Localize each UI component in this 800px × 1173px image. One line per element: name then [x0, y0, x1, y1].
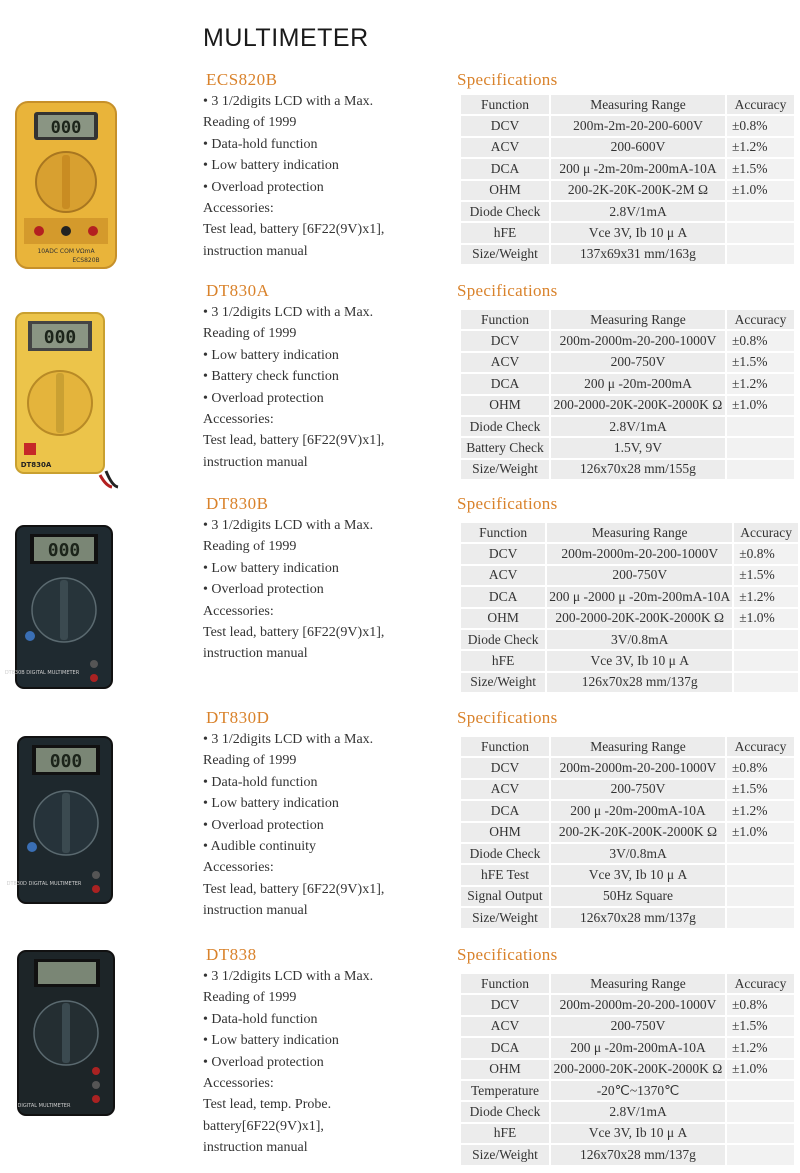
- spec-accuracy-cell: ±1.2%: [727, 138, 794, 159]
- spec-row: [461, 801, 794, 822]
- multimeter-photo: [14, 949, 118, 1117]
- feature-text: instruction manual: [203, 454, 308, 470]
- spec-range-cell: 200 μ -20m-200mA-10A: [551, 801, 725, 822]
- body-label: ECS820B: [72, 257, 100, 264]
- spec-row: [461, 865, 794, 886]
- spec-row: [461, 651, 798, 672]
- spec-range-cell: 2.8V/1mA: [551, 417, 725, 438]
- spec-function-cell: ACV: [461, 138, 549, 159]
- feature-bullet: • 3 1/2digits LCD with a Max.: [203, 515, 448, 536]
- spec-row: [461, 758, 794, 779]
- spec-range-cell: 3V/0.8mA: [551, 844, 725, 865]
- spec-accuracy-cell: ±1.2%: [734, 587, 798, 608]
- jack-labels: 10ADC COM VΩmA: [37, 248, 95, 255]
- spec-range-cell: 200m-2000m-20-200-1000V: [551, 331, 725, 352]
- feature-text: Reading of 1999: [203, 539, 297, 555]
- spec-range-cell: 200-750V: [551, 780, 725, 801]
- spec-accuracy-cell: ±0.8%: [727, 995, 794, 1016]
- spec-accuracy-cell: ±1.2%: [727, 1038, 794, 1059]
- spec-function-cell: Function: [461, 974, 549, 995]
- spec-accuracy-cell: ±1.2%: [727, 801, 794, 822]
- feature-bullet: • Battery check function: [203, 366, 448, 387]
- spec-header-row: [461, 523, 798, 544]
- spec-accuracy-cell: Accuracy: [727, 95, 794, 116]
- feature-bullet: • 3 1/2digits LCD with a Max.: [203, 302, 448, 323]
- spec-accuracy-cell: ±0.8%: [734, 544, 798, 565]
- spec-range-cell: 200-750V: [547, 566, 732, 587]
- spec-row: [461, 460, 794, 481]
- spec-range-cell: Measuring Range: [551, 974, 725, 995]
- spec-range-cell: 126x70x28 mm/155g: [551, 460, 725, 481]
- spec-range-cell: Vce 3V, Ib 10 μ A: [551, 1124, 725, 1145]
- spec-range-cell: Measuring Range: [551, 737, 725, 758]
- spec-row: [461, 844, 794, 865]
- spec-accuracy-cell: Accuracy: [727, 737, 794, 758]
- multimeter-photo: [14, 311, 118, 487]
- spec-range-cell: 200m-2m-20-200-600V: [551, 116, 725, 137]
- spec-row: [461, 116, 794, 137]
- spec-row: [461, 159, 794, 180]
- spec-range-cell: 200-2000-20K-200K-2000K Ω: [551, 396, 725, 417]
- spec-accuracy-cell: [727, 202, 794, 223]
- feature-bullet: • Low battery indication: [203, 155, 448, 176]
- spec-accuracy-cell: [734, 673, 798, 694]
- multimeter-photo: [14, 100, 118, 270]
- spec-row: [461, 566, 798, 587]
- page-title: MULTIMETER: [203, 24, 369, 52]
- spec-range-cell: 200-2000-20K-200K-2000K Ω: [551, 1060, 725, 1081]
- product-dt838: [0, 945, 800, 1170]
- spec-header-row: [461, 737, 794, 758]
- spec-row: [461, 1017, 794, 1038]
- feature-bullet: • Low battery indication: [203, 1030, 448, 1051]
- spec-function-cell: OHM: [461, 609, 545, 630]
- spec-function-cell: DCA: [461, 1038, 549, 1059]
- spec-accuracy-cell: ±1.2%: [727, 374, 794, 395]
- feature-list: [203, 515, 448, 665]
- feature-bullet: • Data-hold function: [203, 772, 448, 793]
- spec-function-cell: ACV: [461, 353, 549, 374]
- lcd-digits: 000: [43, 327, 77, 348]
- spec-range-cell: 2.8V/1mA: [551, 202, 725, 223]
- feature-text: instruction manual: [203, 243, 308, 259]
- feature-bullet: • Low battery indication: [203, 793, 448, 814]
- spec-range-cell: 126x70x28 mm/137g: [551, 1145, 725, 1166]
- spec-function-cell: DCV: [461, 758, 549, 779]
- feature-text: Reading of 1999: [203, 753, 297, 769]
- feature-text: Accessories:: [203, 1076, 274, 1092]
- feature-bullet: • 3 1/2digits LCD with a Max.: [203, 91, 448, 112]
- spec-accuracy-cell: [727, 223, 794, 244]
- spec-accuracy-cell: [734, 630, 798, 651]
- spec-row: [461, 331, 794, 352]
- feature-list: [203, 302, 448, 473]
- spec-function-cell: ACV: [461, 780, 549, 801]
- spec-range-cell: Measuring Range: [551, 310, 725, 331]
- feature-bullet: • Overload protection: [203, 1052, 448, 1073]
- spec-range-cell: 2.8V/1mA: [551, 1102, 725, 1123]
- spec-function-cell: Signal Output: [461, 887, 549, 908]
- spec-row: [461, 245, 794, 266]
- spec-range-cell: Vce 3V, Ib 10 μ A: [551, 865, 725, 886]
- spec-function-cell: DCA: [461, 374, 549, 395]
- feature-text: battery[6F22(9V)x1],: [203, 1118, 324, 1134]
- spec-row: [461, 223, 794, 244]
- feature-bullet: • Overload protection: [203, 815, 448, 836]
- spec-row: [461, 1145, 794, 1166]
- feature-text: Test lead, battery [6F22(9V)x1],: [203, 625, 385, 641]
- spec-function-cell: Temperature: [461, 1081, 549, 1102]
- spec-function-cell: Diode Check: [461, 202, 549, 223]
- feature-text: Reading of 1999: [203, 115, 297, 131]
- spec-function-cell: hFE: [461, 1124, 549, 1145]
- spec-range-cell: 200-2K-20K-200K-2M Ω: [551, 181, 725, 202]
- feature-text: Reading of 1999: [203, 326, 297, 342]
- spec-row: [461, 823, 794, 844]
- feature-list: [203, 966, 448, 1159]
- spec-range-cell: Measuring Range: [547, 523, 732, 544]
- spec-accuracy-cell: ±1.5%: [734, 566, 798, 587]
- spec-accuracy-cell: [727, 865, 794, 886]
- feature-text: Reading of 1999: [203, 990, 297, 1006]
- body-label: DIGITAL MULTIMETER: [17, 1103, 71, 1109]
- spec-range-cell: 200-2K-20K-200K-2000K Ω: [551, 823, 725, 844]
- spec-range-cell: 137x69x31 mm/163g: [551, 245, 725, 266]
- spec-accuracy-cell: [727, 438, 794, 459]
- spec-range-cell: 126x70x28 mm/137g: [551, 908, 725, 929]
- spec-range-cell: Vce 3V, Ib 10 μ A: [547, 651, 732, 672]
- spec-range-cell: Measuring Range: [551, 95, 725, 116]
- spec-function-cell: Diode Check: [461, 417, 549, 438]
- feature-bullet: • Overload protection: [203, 579, 448, 600]
- spec-row: [461, 609, 798, 630]
- spec-accuracy-cell: [727, 1081, 794, 1102]
- spec-heading: Specifications: [457, 281, 558, 300]
- spec-function-cell: Function: [461, 523, 545, 544]
- spec-function-cell: hFE Test: [461, 865, 549, 886]
- spec-row: [461, 1124, 794, 1145]
- spec-function-cell: Size/Weight: [461, 1145, 549, 1166]
- model-name: DT830A: [206, 281, 270, 300]
- spec-table: [459, 95, 796, 266]
- multimeter-photo: [4, 524, 118, 690]
- spec-range-cell: 3V/0.8mA: [547, 630, 732, 651]
- spec-function-cell: Function: [461, 310, 549, 331]
- spec-function-cell: Diode Check: [461, 1102, 549, 1123]
- spec-function-cell: Size/Weight: [461, 673, 545, 694]
- spec-accuracy-cell: Accuracy: [727, 310, 794, 331]
- spec-range-cell: 200-2000-20K-200K-2000K Ω: [547, 609, 732, 630]
- spec-function-cell: ACV: [461, 1017, 549, 1038]
- spec-function-cell: Function: [461, 737, 549, 758]
- spec-range-cell: 200 μ -20m-200mA: [551, 374, 725, 395]
- spec-accuracy-cell: ±1.5%: [727, 780, 794, 801]
- lcd-digits: 000: [49, 751, 83, 772]
- spec-function-cell: DCA: [461, 801, 549, 822]
- spec-accuracy-cell: [727, 1124, 794, 1145]
- spec-heading: Specifications: [457, 708, 558, 727]
- body-label: DT830D DIGITAL MULTIMETER: [6, 881, 82, 887]
- spec-range-cell: 200-750V: [551, 353, 725, 374]
- spec-row: [461, 587, 798, 608]
- feature-text: Accessories:: [203, 860, 274, 876]
- spec-accuracy-cell: [727, 460, 794, 481]
- spec-accuracy-cell: ±0.8%: [727, 758, 794, 779]
- spec-accuracy-cell: ±1.0%: [727, 396, 794, 417]
- lcd-digits: 000: [50, 118, 82, 138]
- feature-bullet: • Data-hold function: [203, 134, 448, 155]
- spec-function-cell: Size/Weight: [461, 245, 549, 266]
- spec-function-cell: Size/Weight: [461, 908, 549, 929]
- product-dt830b: [0, 494, 800, 699]
- spec-accuracy-cell: [727, 887, 794, 908]
- spec-accuracy-cell: ±1.0%: [727, 181, 794, 202]
- spec-row: [461, 908, 794, 929]
- spec-function-cell: Diode Check: [461, 844, 549, 865]
- spec-row: [461, 396, 794, 417]
- spec-accuracy-cell: [727, 908, 794, 929]
- spec-range-cell: 126x70x28 mm/137g: [547, 673, 732, 694]
- spec-function-cell: OHM: [461, 1060, 549, 1081]
- spec-row: [461, 138, 794, 159]
- feature-text: instruction manual: [203, 1140, 308, 1156]
- spec-accuracy-cell: ±0.8%: [727, 116, 794, 137]
- spec-range-cell: 200 μ -2000 μ -20m-200mA-10A: [547, 587, 732, 608]
- feature-bullet: • Audible continuity: [203, 836, 448, 857]
- spec-heading: Specifications: [457, 70, 558, 89]
- spec-row: [461, 181, 794, 202]
- spec-range-cell: Vce 3V, Ib 10 μ A: [551, 223, 725, 244]
- spec-row: [461, 1060, 794, 1081]
- spec-function-cell: Size/Weight: [461, 460, 549, 481]
- spec-range-cell: 200m-2000m-20-200-1000V: [551, 758, 725, 779]
- spec-accuracy-cell: ±1.5%: [727, 159, 794, 180]
- spec-row: [461, 374, 794, 395]
- spec-function-cell: DCV: [461, 995, 549, 1016]
- spec-range-cell: 200m-2000m-20-200-1000V: [551, 995, 725, 1016]
- feature-list: [203, 91, 448, 262]
- spec-accuracy-cell: [727, 245, 794, 266]
- spec-accuracy-cell: ±1.0%: [727, 1060, 794, 1081]
- feature-bullet: • Overload protection: [203, 177, 448, 198]
- spec-range-cell: -20℃~1370℃: [551, 1081, 725, 1102]
- spec-function-cell: DCA: [461, 159, 549, 180]
- spec-accuracy-cell: ±1.0%: [734, 609, 798, 630]
- spec-table: [459, 737, 796, 930]
- spec-function-cell: OHM: [461, 396, 549, 417]
- spec-accuracy-cell: [727, 1145, 794, 1166]
- spec-row: [461, 353, 794, 374]
- spec-row: [461, 1102, 794, 1123]
- spec-row: [461, 544, 798, 565]
- lcd-digits: 000: [47, 540, 81, 561]
- feature-text: Test lead, battery [6F22(9V)x1],: [203, 433, 385, 449]
- spec-row: [461, 630, 798, 651]
- spec-accuracy-cell: [727, 417, 794, 438]
- spec-accuracy-cell: [727, 844, 794, 865]
- multimeter-photo: [6, 735, 118, 905]
- spec-row: [461, 1038, 794, 1059]
- spec-function-cell: hFE: [461, 223, 549, 244]
- spec-range-cell: 200-750V: [551, 1017, 725, 1038]
- spec-row: [461, 995, 794, 1016]
- feature-bullet: • 3 1/2digits LCD with a Max.: [203, 966, 448, 987]
- spec-row: [461, 202, 794, 223]
- spec-function-cell: OHM: [461, 823, 549, 844]
- model-name: ECS820B: [206, 70, 278, 89]
- spec-range-cell: 200 μ -2m-20m-200mA-10A: [551, 159, 725, 180]
- spec-function-cell: DCV: [461, 331, 549, 352]
- feature-text: Test lead, battery [6F22(9V)x1],: [203, 222, 385, 238]
- feature-text: Accessories:: [203, 201, 274, 217]
- feature-bullet: • 3 1/2digits LCD with a Max.: [203, 729, 448, 750]
- spec-range-cell: 200-600V: [551, 138, 725, 159]
- spec-header-row: [461, 95, 794, 116]
- spec-accuracy-cell: ±1.5%: [727, 1017, 794, 1038]
- model-name: DT830B: [206, 494, 269, 513]
- spec-function-cell: hFE: [461, 651, 545, 672]
- feature-text: instruction manual: [203, 903, 308, 919]
- spec-row: [461, 417, 794, 438]
- spec-row: [461, 887, 794, 908]
- spec-range-cell: 200 μ -20m-200mA-10A: [551, 1038, 725, 1059]
- model-name: DT830D: [206, 708, 270, 727]
- spec-accuracy-cell: ±1.5%: [727, 353, 794, 374]
- spec-heading: Specifications: [457, 494, 558, 513]
- spec-accuracy-cell: Accuracy: [727, 974, 794, 995]
- feature-text: Test lead, battery [6F22(9V)x1],: [203, 881, 385, 897]
- spec-accuracy-cell: [734, 651, 798, 672]
- body-label: DT830A: [20, 461, 52, 469]
- feature-text: Accessories:: [203, 603, 274, 619]
- spec-function-cell: ACV: [461, 566, 545, 587]
- spec-row: [461, 438, 794, 459]
- model-name: DT838: [206, 945, 257, 964]
- spec-range-cell: 50Hz Square: [551, 887, 725, 908]
- spec-table: [459, 974, 796, 1167]
- spec-header-row: [461, 310, 794, 331]
- feature-text: Accessories:: [203, 412, 274, 428]
- feature-bullet: • Low battery indication: [203, 345, 448, 366]
- spec-function-cell: DCV: [461, 544, 545, 565]
- feature-list: [203, 729, 448, 922]
- product-dt830a: [0, 281, 800, 491]
- spec-heading: Specifications: [457, 945, 558, 964]
- spec-accuracy-cell: ±1.0%: [727, 823, 794, 844]
- feature-text: Test lead, temp. Probe.: [203, 1097, 332, 1113]
- spec-row: [461, 780, 794, 801]
- feature-text: instruction manual: [203, 646, 308, 662]
- spec-row: [461, 673, 798, 694]
- spec-range-cell: 1.5V, 9V: [551, 438, 725, 459]
- spec-header-row: [461, 974, 794, 995]
- spec-table: [459, 310, 796, 481]
- spec-function-cell: DCV: [461, 116, 549, 137]
- spec-function-cell: DCA: [461, 587, 545, 608]
- spec-function-cell: OHM: [461, 181, 549, 202]
- feature-bullet: • Data-hold function: [203, 1009, 448, 1030]
- product-dt830d: [0, 708, 800, 925]
- body-label: DT830B DIGITAL MULTIMETER: [4, 670, 80, 676]
- feature-bullet: • Low battery indication: [203, 558, 448, 579]
- spec-accuracy-cell: [727, 1102, 794, 1123]
- feature-bullet: • Overload protection: [203, 388, 448, 409]
- product-ecs820b: [0, 70, 800, 270]
- spec-accuracy-cell: Accuracy: [734, 523, 798, 544]
- spec-function-cell: Function: [461, 95, 549, 116]
- spec-function-cell: Battery Check: [461, 438, 549, 459]
- spec-function-cell: Diode Check: [461, 630, 545, 651]
- spec-range-cell: 200m-2000m-20-200-1000V: [547, 544, 732, 565]
- spec-table: [459, 523, 800, 694]
- spec-accuracy-cell: ±0.8%: [727, 331, 794, 352]
- spec-row: [461, 1081, 794, 1102]
